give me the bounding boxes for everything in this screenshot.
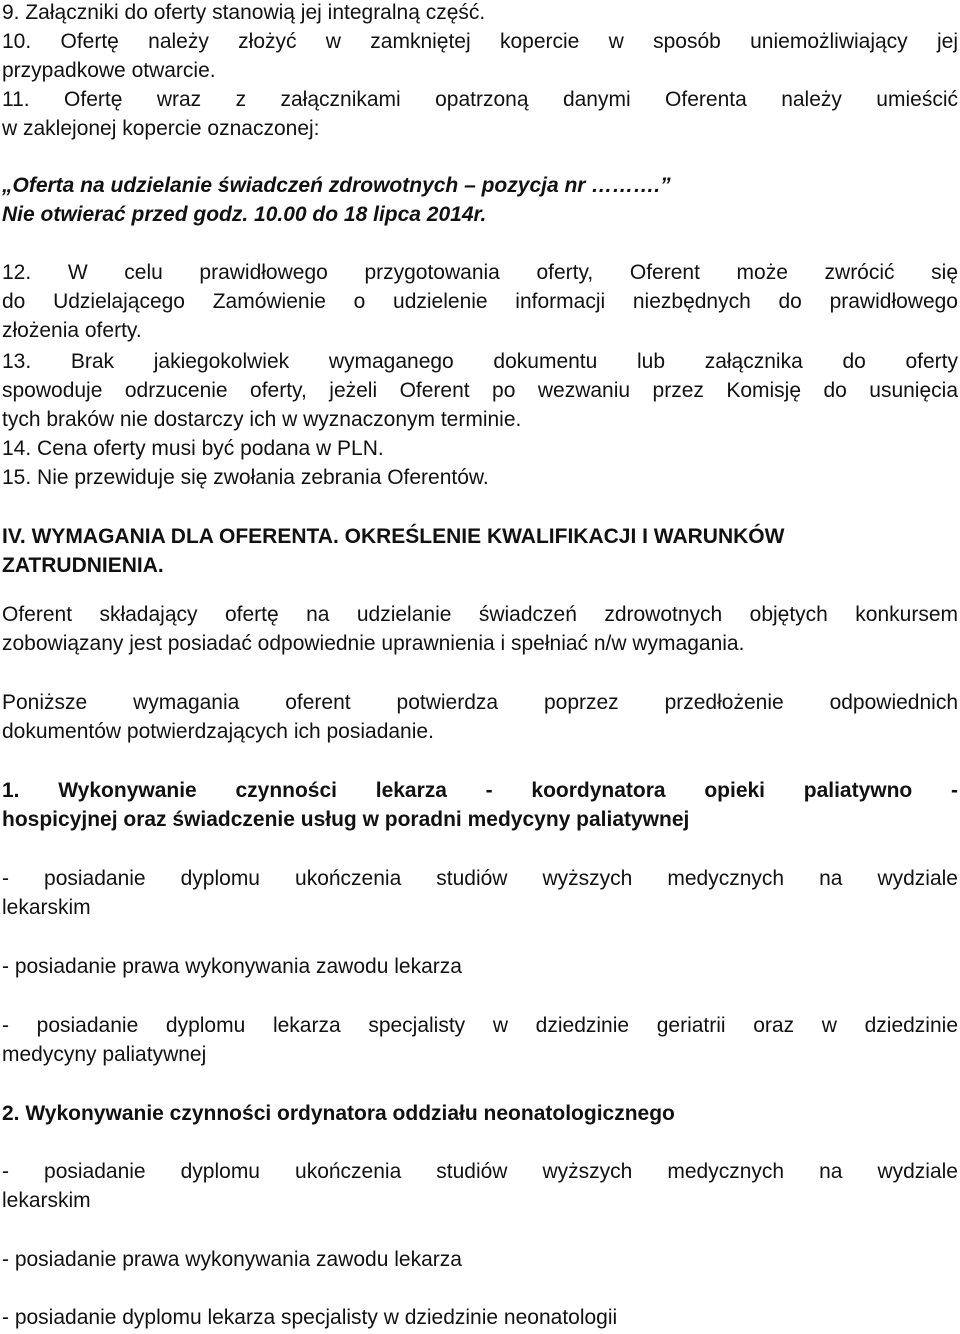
requirement-2-item-1-line-2: lekarskim <box>2 1189 91 1212</box>
envelope-label-line-2: Nie otwierać przed godz. 10.00 do 18 lipca 2014r. <box>2 203 487 226</box>
requirement-1-item-3-line-1: - posiadanie dyplomu lekarza specjalisty w dziedzinie geriatrii oraz w dziedzinie <box>2 1014 958 1037</box>
item-13-line-3: tych braków nie dostarczy ich w wyznaczonym terminie. <box>2 408 522 431</box>
section-iv-heading-line-2: ZATRUDNIENIA. <box>2 554 164 577</box>
requirement-2-item-1-line-1: - posiadanie dyplomu ukończenia studiów wyższych medycznych na wydziale <box>2 1160 958 1183</box>
envelope-label-line-1: „Oferta na udzielanie świadczeń zdrowotnych – pozycja nr ……….” <box>2 174 671 197</box>
requirement-2-item-3: - posiadanie dyplomu lekarza specjalisty w dziedzinie neonatologii <box>2 1306 618 1329</box>
section-iv-heading-line-1: IV. WYMAGANIA DLA OFERENTA. OKREŚLENIE KWALIFIKACJI I WARUNKÓW <box>2 525 785 548</box>
item-12-line-1: 12. W celu prawidłowego przygotowania oferty, Oferent może zwrócić się <box>2 261 958 284</box>
intro-paragraph-line-1: Oferent składający ofertę na udzielanie świadczeń zdrowotnych objętych konkursem <box>2 603 958 626</box>
requirement-1-heading-line-2: hospicyjnej oraz świadczenie usług w poradni medycyny paliatywnej <box>2 808 690 831</box>
confirmation-paragraph-line-2: dokumentów potwierdzających ich posiadanie. <box>2 720 434 743</box>
requirement-2-heading: 2. Wykonywanie czynności ordynatora oddziału neonatologicznego <box>2 1102 675 1125</box>
intro-paragraph-line-2: zobowiązany jest posiadać odpowiednie uprawnienia i spełniać n/w wymagania. <box>2 632 745 655</box>
requirement-2-item-2: - posiadanie prawa wykonywania zawodu lekarza <box>2 1248 462 1271</box>
requirement-1-item-2: - posiadanie prawa wykonywania zawodu lekarza <box>2 955 462 978</box>
item-12-line-2: do Udzielającego Zamówienie o udzielenie informacji niezbędnych do prawidłowego <box>2 290 958 313</box>
requirement-1-item-3-line-2: medycyny paliatywnej <box>2 1043 207 1066</box>
item-10-line-1: 10. Ofertę należy złożyć w zamkniętej kopercie w sposób uniemożliwiający jej <box>2 30 958 53</box>
item-11-line-2: w zaklejonej kopercie oznaczonej: <box>2 117 320 140</box>
item-14: 14. Cena oferty musi być podana w PLN. <box>2 437 384 460</box>
item-9: 9. Załączniki do oferty stanowią jej integralną część. <box>2 1 486 24</box>
item-12-line-3: złożenia oferty. <box>2 319 142 342</box>
item-13-line-1: 13. Brak jakiegokolwiek wymaganego dokumentu lub załącznika do oferty <box>2 350 958 373</box>
item-15: 15. Nie przewiduje się zwołania zebrania Oferentów. <box>2 466 489 489</box>
item-10-line-2: przypadkowe otwarcie. <box>2 59 216 82</box>
confirmation-paragraph-line-1: Poniższe wymagania oferent potwierdza poprzez przedłożenie odpowiednich <box>2 691 958 714</box>
requirement-1-item-1-line-2: lekarskim <box>2 896 91 919</box>
item-13-line-2: spowoduje odrzucenie oferty, jeżeli Oferent po wezwaniu przez Komisję do usunięcia <box>2 379 958 402</box>
requirement-1-heading-line-1: 1. Wykonywanie czynności lekarza - koordynatora opieki paliatywno - <box>2 779 958 802</box>
requirement-1-item-1-line-1: - posiadanie dyplomu ukończenia studiów wyższych medycznych na wydziale <box>2 867 958 890</box>
item-11-line-1: 11. Ofertę wraz z załącznikami opatrzoną danymi Oferenta należy umieścić <box>2 88 958 111</box>
